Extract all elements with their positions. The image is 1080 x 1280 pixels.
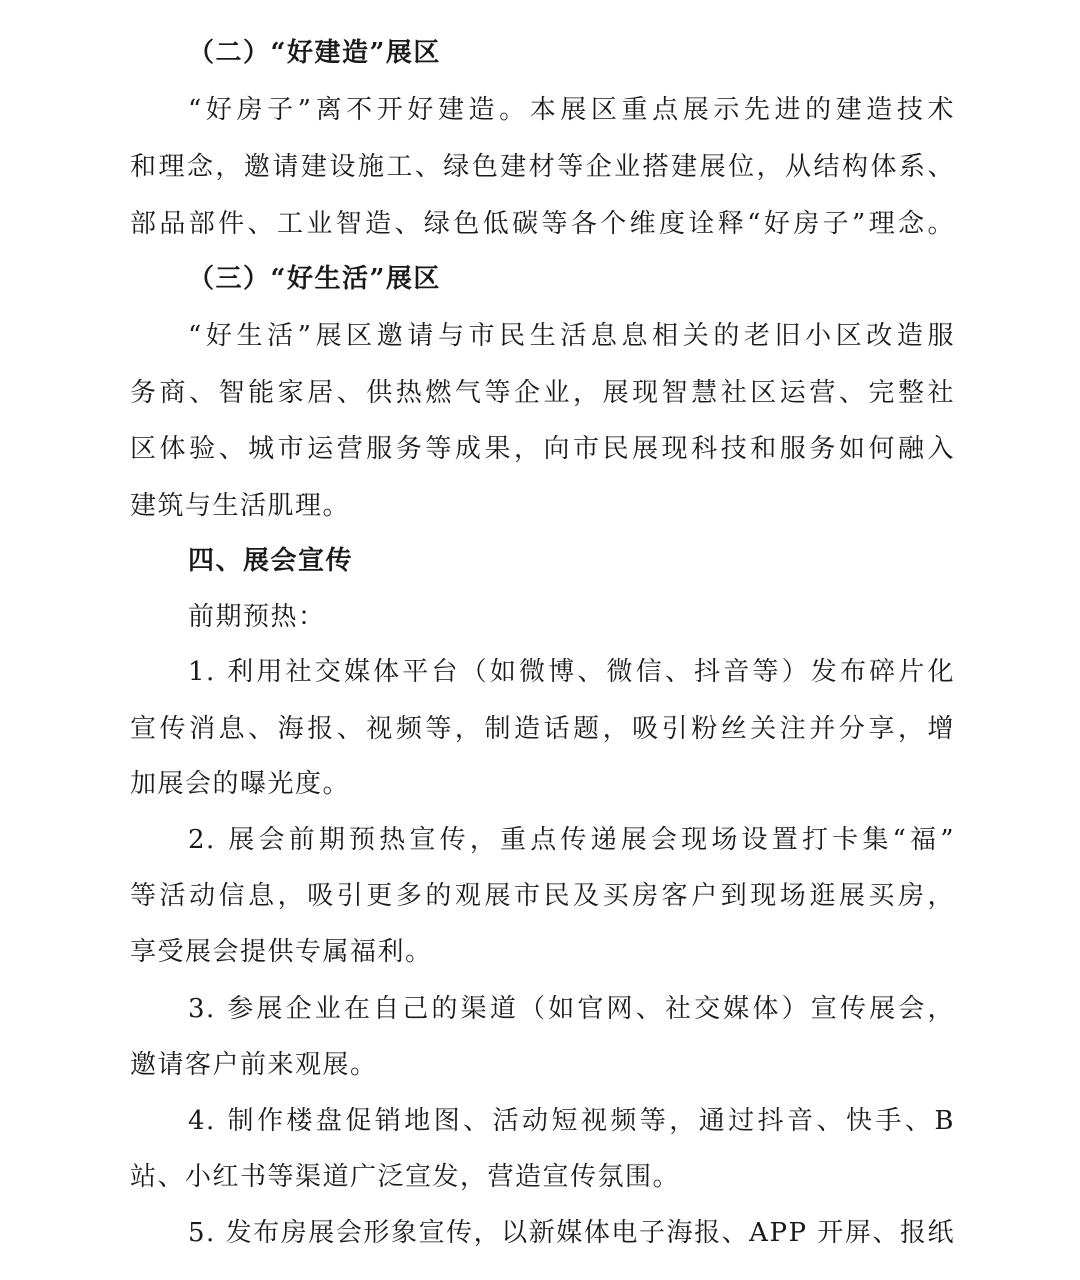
paragraph-line: “好生活”展区邀请与市民生活息息相关的老旧小区改造服	[188, 321, 955, 351]
section-heading-good-construction: （二）“好建造”展区	[188, 38, 441, 68]
list-item-line: 5. 发布房展会形象宣传，以新媒体电子海报、APP 开屏、报纸	[188, 1218, 955, 1248]
list-item-line: 站、小红书等渠道广泛宣发，营造宣传氛围。	[130, 1162, 681, 1192]
list-item-line: 享受展会提供专属福利。	[130, 937, 433, 967]
paragraph-line: 区体验、城市运营服务等成果，向市民展现科技和服务如何融入	[130, 434, 955, 464]
list-item-line: 等活动信息，吸引更多的观展市民及买房客户到现场逛展买房，	[130, 881, 955, 911]
paragraph-line: “好房子”离不开好建造。本展区重点展示先进的建造技术	[188, 95, 955, 125]
paragraph-line: 和理念，邀请建设施工、绿色建材等企业搭建展位，从结构体系、	[130, 152, 955, 182]
list-item-line: 1. 利用社交媒体平台（如微博、微信、抖音等）发布碎片化	[188, 657, 955, 687]
paragraph-line: 部品部件、工业智造、绿色低碳等各个维度诠释“好房子”理念。	[130, 209, 955, 239]
section-heading-exhibition-promotion: 四、展会宣传	[188, 546, 354, 576]
list-item-line: 2. 展会前期预热宣传，重点传递展会现场设置打卡集“福”	[188, 825, 955, 855]
section-heading-good-life: （三）“好生活”展区	[188, 264, 441, 294]
list-item-line: 3. 参展企业在自己的渠道（如官网、社交媒体）宣传展会，	[188, 994, 955, 1024]
list-item-line: 邀请客户前来观展。	[130, 1050, 378, 1080]
paragraph-line: 务商、智能家居、供热燃气等企业，展现智慧社区运营、完整社	[130, 378, 955, 408]
list-item-line: 4. 制作楼盘促销地图、活动短视频等，通过抖音、快手、B	[188, 1106, 955, 1136]
list-item-line: 宣传消息、海报、视频等，制造话题，吸引粉丝关注并分享，增	[130, 714, 955, 744]
paragraph-line: 建筑与生活肌理。	[130, 491, 351, 521]
list-item-line: 加展会的曝光度。	[130, 769, 351, 799]
subheading-pre-warmup: 前期预热：	[188, 602, 326, 632]
